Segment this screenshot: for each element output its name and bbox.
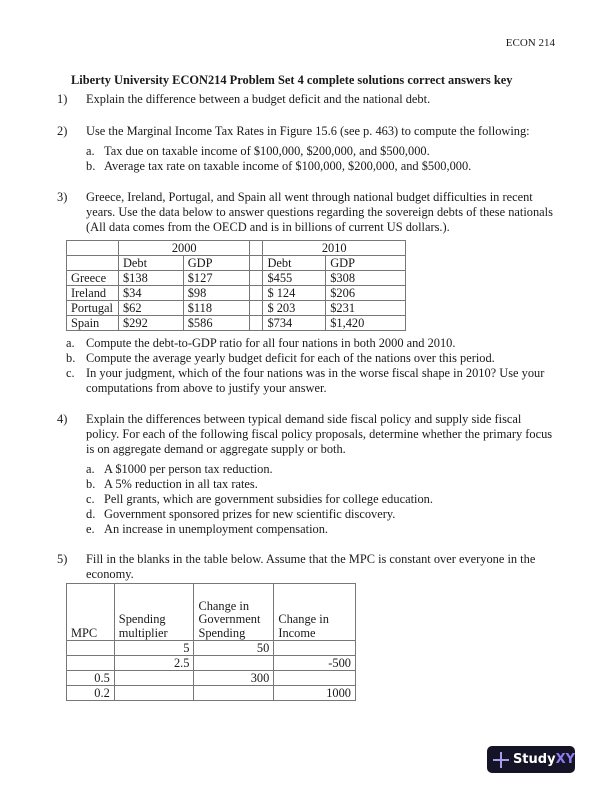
brand-name [513, 752, 575, 767]
header-text: multiplier [118, 625, 168, 640]
course-code: ECON 214 [505, 37, 555, 49]
spacer-cell [250, 256, 263, 271]
question-number: 2) [57, 124, 68, 138]
column-header: Debt [118, 256, 183, 271]
question-text: policy. For each of the following fiscal policy proposals, determine whether the primary focus [86, 427, 553, 441]
question-3-item-a [0, 336, 612, 351]
country-cell: Spain [67, 316, 119, 331]
spacer-cell [250, 271, 263, 286]
sovereign-debt-table [66, 240, 406, 331]
value-cell: $127 [183, 271, 250, 286]
item-text: Average tax rate on taxable income of $100,000, $200,000, and $500,000. [104, 159, 472, 173]
item-label: a. [66, 336, 75, 350]
value-cell: $138 [118, 271, 183, 286]
question-text: Explain the difference between a budget deficit and the national debt. [86, 92, 431, 106]
question-4-line-3 [0, 442, 612, 457]
header-text: Change in [198, 598, 250, 613]
question-4-item-b [0, 477, 612, 492]
value-cell [194, 686, 274, 701]
column-header: GDP [183, 256, 250, 271]
question-text: years. Use the data below to answer questions regarding the sovereign debts of these nationals [86, 205, 553, 219]
value-cell: $62 [118, 301, 183, 316]
question-4 [0, 412, 612, 427]
item-label: a. [86, 144, 95, 158]
table-row [67, 656, 356, 671]
header-text: Government [198, 612, 261, 626]
header-text: Income [278, 625, 316, 640]
year-header: 2000 [118, 241, 249, 256]
table-cell [67, 256, 119, 271]
item-text: Government sponsored prizes for new scientific discovery. [104, 507, 396, 521]
country-cell: Portugal [67, 301, 119, 316]
spacer-cell [250, 316, 263, 331]
value-cell [194, 656, 274, 671]
value-cell [114, 671, 194, 686]
table-row [67, 641, 356, 656]
value-cell: 1000 [274, 686, 356, 701]
item-text: Tax due on taxable income of $100,000, $200,000, and $500,000. [104, 144, 430, 158]
item-text: Compute the debt-to-GDP ratio for all four nations in both 2000 and 2010. [86, 336, 456, 350]
table-cell [67, 241, 119, 256]
country-cell: Ireland [67, 286, 119, 301]
value-cell: $231 [326, 301, 406, 316]
year-header: 2010 [263, 241, 406, 256]
value-cell: 5 [114, 641, 194, 656]
item-label: e. [86, 522, 95, 536]
question-4-item-d [0, 507, 612, 522]
spacer-cell [250, 241, 263, 256]
question-3-item-c [0, 366, 612, 381]
value-cell: 2.5 [114, 656, 194, 671]
header-text: MPC [71, 625, 98, 640]
value-cell [274, 641, 356, 656]
studyxy-badge[interactable] [487, 746, 575, 773]
item-label: d. [86, 507, 96, 521]
header-text: Spending [198, 625, 246, 640]
question-3-item-b [0, 351, 612, 366]
question-text: economy. [86, 567, 134, 581]
item-text: Compute the average yearly budget deficit for each of the nations over this period. [86, 351, 495, 365]
value-cell: $586 [183, 316, 250, 331]
question-3-item-c-line-2 [0, 381, 612, 396]
value-cell: $1,420 [326, 316, 406, 331]
item-label: c. [86, 492, 95, 506]
table-row [67, 686, 356, 701]
question-text: (All data comes from the OECD and is in billions of current US dollars.). [86, 220, 450, 234]
item-text: A $1000 per person tax reduction. [104, 462, 273, 476]
plus-icon [493, 752, 508, 768]
value-cell: $98 [183, 286, 250, 301]
question-number: 3) [57, 190, 68, 204]
spacer-cell [250, 286, 263, 301]
value-cell [67, 656, 115, 671]
item-label: a. [86, 462, 95, 476]
column-header: Debt [263, 256, 326, 271]
value-cell: $ 124 [263, 286, 326, 301]
item-label: b. [66, 351, 76, 365]
table-header-row [67, 584, 356, 641]
column-header-mpc [67, 584, 115, 641]
value-cell: 50 [194, 641, 274, 656]
question-2 [0, 124, 612, 139]
value-cell [67, 641, 115, 656]
question-1 [0, 92, 612, 107]
brand-accent: XY [555, 752, 575, 767]
table-row [67, 286, 406, 301]
item-text: Pell grants, which are government subsidies for college education. [104, 492, 433, 506]
value-cell: 0.5 [67, 671, 115, 686]
table-year-row [67, 241, 406, 256]
table-row [67, 671, 356, 686]
table-row [67, 271, 406, 286]
question-4-item-c [0, 492, 612, 507]
question-text: Fill in the blanks in the table below. Assume that the MPC is constant over everyone in the [86, 552, 536, 566]
item-label: b. [86, 477, 96, 491]
question-3-line-3 [0, 220, 612, 235]
question-2-item-b [0, 159, 612, 174]
brand-main: Study [512, 752, 556, 767]
value-cell: $206 [326, 286, 406, 301]
value-cell: $734 [263, 316, 326, 331]
item-text: An increase in unemployment compensation. [104, 522, 329, 536]
question-number: 1) [57, 92, 68, 106]
column-header: GDP [326, 256, 406, 271]
question-4-item-e [0, 522, 612, 537]
document-title: Liberty University ECON214 Problem Set 4 complete solutions correct answers key [71, 73, 513, 87]
item-label: b. [86, 159, 96, 173]
item-text: computations from above to justify your answer. [86, 381, 327, 395]
value-cell: 300 [194, 671, 274, 686]
question-5 [0, 552, 612, 567]
question-2-item-a [0, 144, 612, 159]
question-text: Use the Marginal Income Tax Rates in Figure 15.6 (see p. 463) to compute the following: [86, 124, 530, 138]
question-text: is on aggregate demand or aggregate supply or both. [86, 442, 346, 456]
value-cell: $308 [326, 271, 406, 286]
question-5-line-2 [0, 567, 612, 582]
value-cell: $292 [118, 316, 183, 331]
question-number: 5) [57, 552, 68, 566]
header-text: Change in [278, 612, 329, 626]
value-cell [114, 686, 194, 701]
question-number: 4) [57, 412, 68, 426]
value-cell: $ 203 [263, 301, 326, 316]
item-label: c. [66, 366, 75, 380]
value-cell: 0.2 [67, 686, 115, 701]
country-cell: Greece [67, 271, 119, 286]
column-header-multiplier [114, 584, 194, 641]
table-column-row [67, 256, 406, 271]
question-3-line-2 [0, 205, 612, 220]
spacer-cell [250, 301, 263, 316]
question-4-item-a [0, 462, 612, 477]
multiplier-table [66, 583, 356, 701]
value-cell: $34 [118, 286, 183, 301]
column-header-income [274, 584, 356, 641]
question-4-line-2 [0, 427, 612, 442]
header-text: Spending [118, 612, 166, 626]
value-cell [274, 671, 356, 686]
value-cell: $455 [263, 271, 326, 286]
table-row [67, 301, 406, 316]
question-text: Explain the differences between typical demand side fiscal policy and supply side fiscal [86, 412, 522, 426]
item-text: A 5% reduction in all tax rates. [104, 477, 258, 491]
column-header-gov-spending [194, 584, 274, 641]
table-row [67, 316, 406, 331]
value-cell: $118 [183, 301, 250, 316]
item-text: In your judgment, which of the four nations was in the worse fiscal shape in 2010? Use your [86, 366, 545, 380]
value-cell: -500 [274, 656, 356, 671]
question-text: Greece, Ireland, Portugal, and Spain all went through national budget difficulties in recent [86, 190, 533, 204]
question-3 [0, 190, 612, 205]
